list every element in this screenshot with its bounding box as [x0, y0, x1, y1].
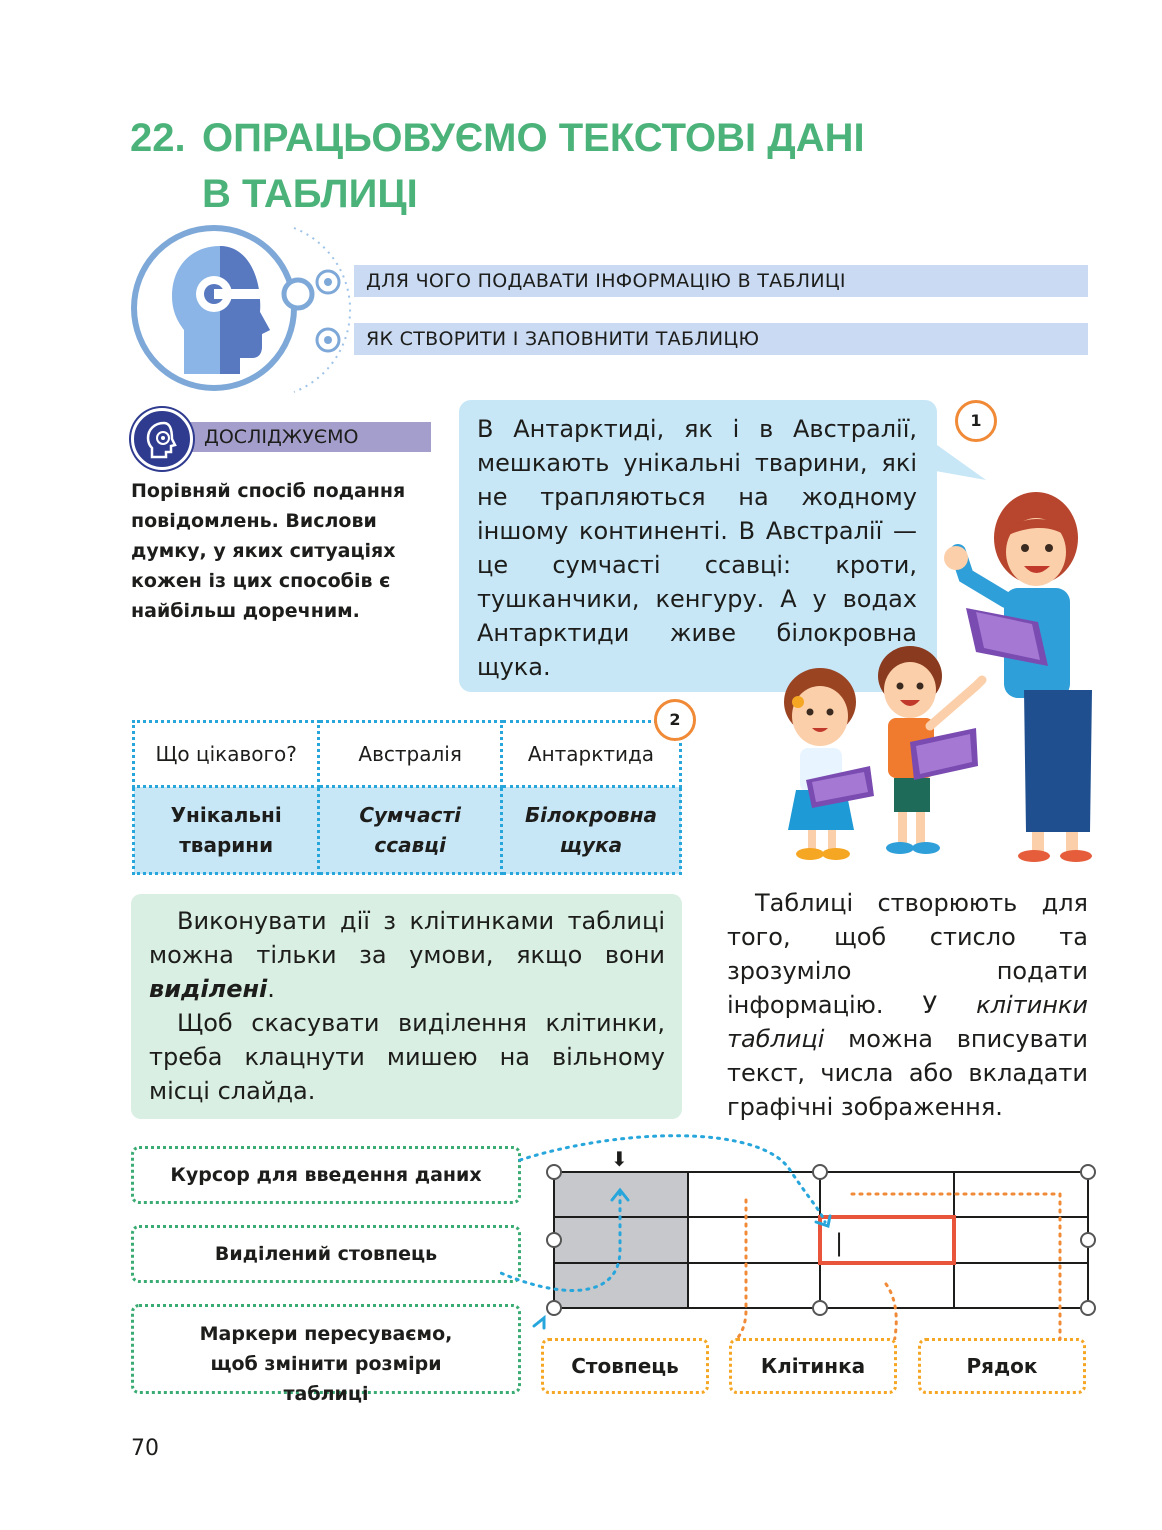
title-line-2: В ТАБЛИЦІ: [202, 172, 418, 216]
title-line-1: ОПРАЦЬОВУЄМО ТЕКСТОВІ ДАНІ: [202, 116, 865, 160]
badge-2: 2: [654, 699, 696, 741]
explanation-term: клітинки таблиці: [727, 991, 1088, 1053]
note-p1-end: .: [267, 975, 275, 1003]
head-goals-illustration: [128, 222, 358, 398]
label-column: Стовпець: [541, 1338, 709, 1394]
note-p1-emphasis: виділені: [149, 975, 268, 1003]
speech-text: В Антарктиді, як і в Австралії, мешкають унікальні тварини, які не трапляються на жодному іншому континенті. В Австралії — це сумчасті ссавці: кроти, тушканчики, кенгуру. А у водах Антарктиди живе білокровна щука.: [477, 415, 917, 681]
explanation-part-1: Таблиці створюють для того, щоб стисло та зрозуміло подати інформацію. У: [727, 889, 1088, 1019]
speech-bubble-tail: [930, 440, 1000, 490]
label-markers: Маркери пересуваємо, щоб змінити розміри таблиці: [131, 1304, 521, 1394]
table-header-row: [134, 722, 681, 787]
comparison-table: [132, 720, 682, 875]
rule-note-text: [149, 904, 665, 1108]
note-p1-text: Виконувати дії з клітинками таблиці можна тільки за умови, якщо вони: [149, 907, 665, 969]
explore-header: [186, 422, 431, 452]
note-p2-text: Щоб скасувати виділення клітинки, треба клацнути мишею на вільному місці слайда.: [149, 1009, 665, 1105]
text-cursor-icon: |: [835, 1229, 844, 1257]
explanation-part-2: можна вписувати текст, числа або вкладати графічні зображення.: [727, 1025, 1088, 1121]
goal-bar-1: ДЛЯ ЧОГО ПОДАВАТИ ІНФОРМАЦІЮ В ТАБЛИЦІ: [354, 265, 1088, 297]
table-cell: Унікальні тварини: [134, 787, 319, 874]
badge-1: 1: [955, 400, 997, 442]
table-cell: Білокровна щука: [501, 787, 680, 874]
tables-explanation-text: [727, 886, 1088, 1124]
explore-label: ДОСЛІДЖУЄМО: [204, 426, 359, 448]
label-cursor: Курсор для введення даних: [131, 1146, 521, 1204]
goal-bar-2: ЯК СТВОРИТИ І ЗАПОВНИТИ ТАБЛИЦЮ: [354, 323, 1088, 355]
label-row: Рядок: [918, 1338, 1086, 1394]
table-header-cell: Що цікавого?: [134, 722, 319, 787]
teacher-children-illustration: [770, 490, 1110, 870]
table-header-cell: Антарктида: [501, 722, 680, 787]
table-cell: Сумчасті ссавці: [319, 787, 502, 874]
label-cell: Клітинка: [729, 1338, 897, 1394]
table-row: [134, 787, 681, 874]
table-header-cell: Австралія: [319, 722, 502, 787]
column-select-arrow-icon: ⬇: [611, 1147, 628, 1171]
lesson-title: [130, 110, 865, 222]
explore-task-text: Порівняй спосіб подання повідомлень. Вислови думку, у яких ситуаціях кожен із цих способів є найбільш доречним.: [131, 480, 406, 622]
research-head-icon: [131, 408, 193, 470]
table-diagram: [500, 1130, 1120, 1340]
page-number: 70: [131, 1436, 159, 1461]
label-selected-column: Виділений стовпець: [131, 1225, 521, 1283]
lesson-number: 22.: [130, 116, 186, 160]
